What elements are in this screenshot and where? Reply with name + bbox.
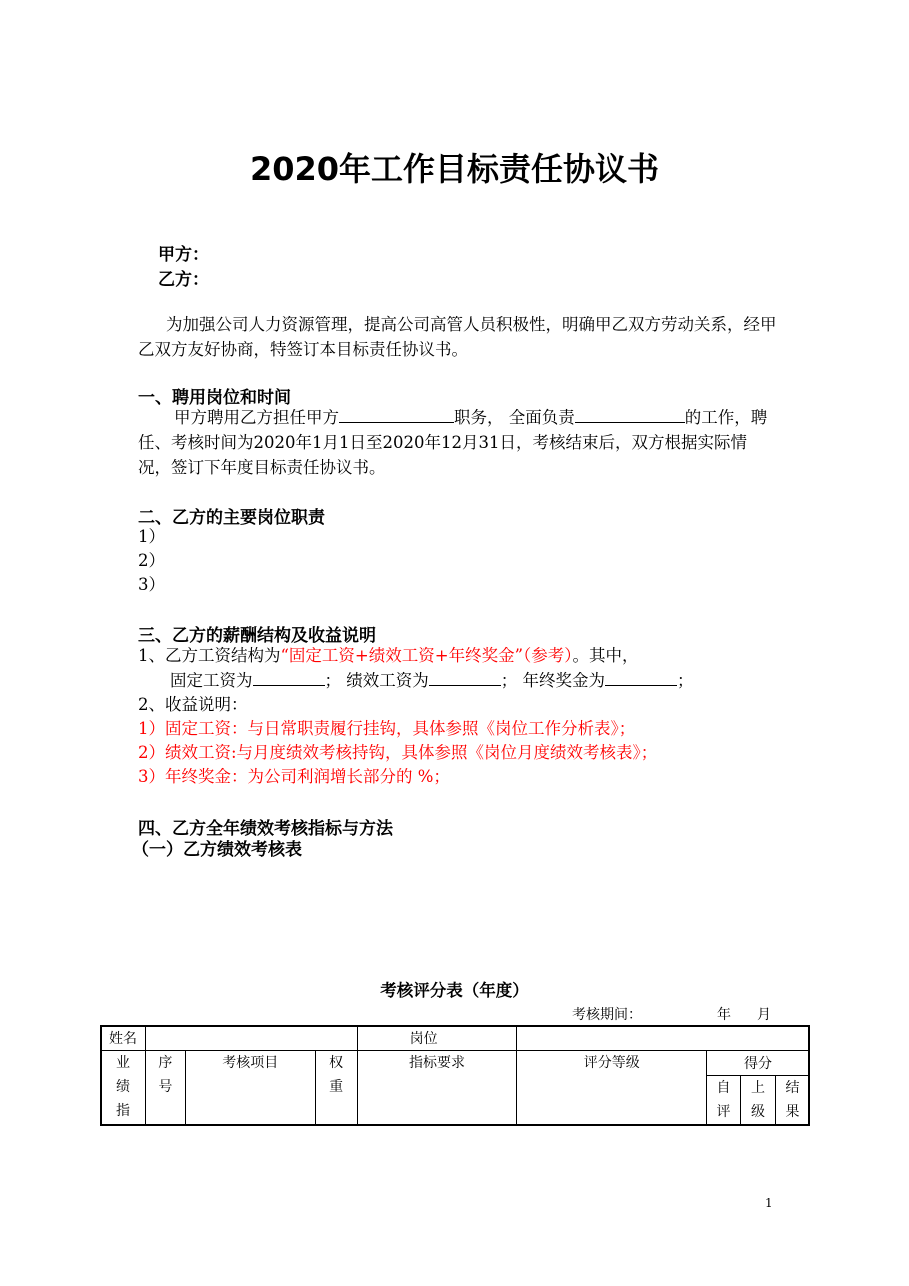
business-indicator-header <box>101 1051 146 1125</box>
post-label: 岗位 <box>409 1031 438 1047</box>
salary-amounts-line <box>170 668 694 693</box>
bonus-blank <box>605 669 677 686</box>
result-score-header <box>775 1076 809 1125</box>
fixed-salary-blank <box>253 669 325 686</box>
section1-heading: 一、聘用岗位和时间 <box>138 388 291 408</box>
duty-item: 3） <box>138 575 165 594</box>
section4-subheading: （一）乙方绩效考核表 <box>132 840 302 860</box>
section1-text-part1: 甲方聘用乙方担任甲方 <box>174 408 339 427</box>
header-char: 评 <box>716 1104 731 1120</box>
duty-item: 2） <box>138 551 165 570</box>
header-char: 级 <box>750 1104 765 1120</box>
end-mark: ； <box>677 671 694 690</box>
item-header <box>185 1051 315 1125</box>
section1-text-part2: 职务， 全面负责 <box>454 408 575 427</box>
party-a-label: 甲方： <box>158 245 209 265</box>
performance-salary-label: ； 绩效工资为 <box>324 671 429 690</box>
duty-item: 1） <box>138 527 165 546</box>
section3-heading: 三、乙方的薪酬结构及收益说明 <box>138 626 376 646</box>
evaluation-table <box>100 1025 810 1125</box>
header-char: 号 <box>158 1079 173 1095</box>
requirement-header-text: 指标要求 <box>408 1055 465 1071</box>
name-label: 姓名 <box>108 1031 137 1047</box>
requirement-header <box>357 1051 517 1125</box>
weight-header <box>315 1051 357 1125</box>
name-value-cell[interactable] <box>145 1026 357 1051</box>
performance-salary-blank <box>429 669 501 686</box>
score-header <box>707 1051 810 1076</box>
post-value-cell[interactable] <box>517 1026 810 1051</box>
score-header-text: 得分 <box>744 1056 773 1072</box>
income-label: 2、收益说明： <box>138 695 248 714</box>
salary-structure-line <box>138 643 639 668</box>
superior-score-header <box>741 1076 776 1125</box>
bonus-label: ； 年终奖金为 <box>500 671 605 690</box>
party-b-label: 乙方： <box>158 270 209 290</box>
section1-text-part3: 的工作，聘任、考核时间为2020年1月1日至2020年12月31日，考核结束后，双方根据实际情况，签订下年度目标责任协议书。 <box>138 408 768 477</box>
header-char: 业 <box>115 1055 130 1071</box>
period-month-label: 月 <box>757 1007 771 1023</box>
header-char: 重 <box>329 1079 344 1095</box>
section4-heading: 四、乙方全年绩效考核指标与方法 <box>138 819 393 839</box>
salary-structure-prefix: 1、乙方工资结构为 <box>138 646 281 665</box>
section2-heading: 二、乙方的主要岗位职责 <box>138 508 325 528</box>
document-title: 2020年工作目标责任协议书 <box>249 150 660 188</box>
table-title: 考核评分表（年度） <box>380 981 529 1000</box>
income-item: 2）绩效工资:与月度绩效考核持钩，具体参照《岗位月度绩效考核表》； <box>138 743 658 762</box>
item-header-text: 考核项目 <box>222 1055 279 1071</box>
grade-header <box>517 1051 707 1125</box>
intro-paragraph: 为加强公司人力资源管理，提高公司高管人员积极性，明确甲乙双方劳动关系，经甲乙双方友好协商，特签订本目标责任协议书。 <box>138 315 777 359</box>
header-char: 序 <box>158 1055 173 1071</box>
salary-structure-formula: “固定工资+绩效工资+年终奖金”（参考） <box>280 646 573 665</box>
section1-paragraph <box>138 405 778 480</box>
responsibility-blank <box>575 406 685 423</box>
self-score-header <box>707 1076 741 1125</box>
position-blank <box>339 406 454 423</box>
header-char: 自 <box>716 1080 731 1096</box>
header-char: 果 <box>785 1104 800 1120</box>
page-number: 1 <box>765 1196 773 1210</box>
header-char: 结 <box>785 1080 800 1096</box>
post-label-cell <box>357 1026 517 1051</box>
seq-header <box>145 1051 185 1125</box>
income-item: 3）年终奖金：为公司利润增长部分的 %； <box>138 767 450 786</box>
header-char: 权 <box>329 1055 344 1071</box>
header-char: 上 <box>750 1080 765 1096</box>
income-item: 1）固定工资：与日常职责履行挂钩，具体参照《岗位工作分析表》； <box>138 719 636 738</box>
period-label: 考核期间： <box>572 1007 642 1023</box>
grade-header-text: 评分等级 <box>583 1055 640 1071</box>
name-label-cell <box>101 1026 146 1051</box>
header-char: 指 <box>115 1103 130 1119</box>
salary-structure-suffix: 。其中， <box>572 646 639 665</box>
fixed-salary-label: 固定工资为 <box>170 671 253 690</box>
header-char: 绩 <box>115 1079 130 1095</box>
period-year-label: 年 <box>717 1007 731 1023</box>
